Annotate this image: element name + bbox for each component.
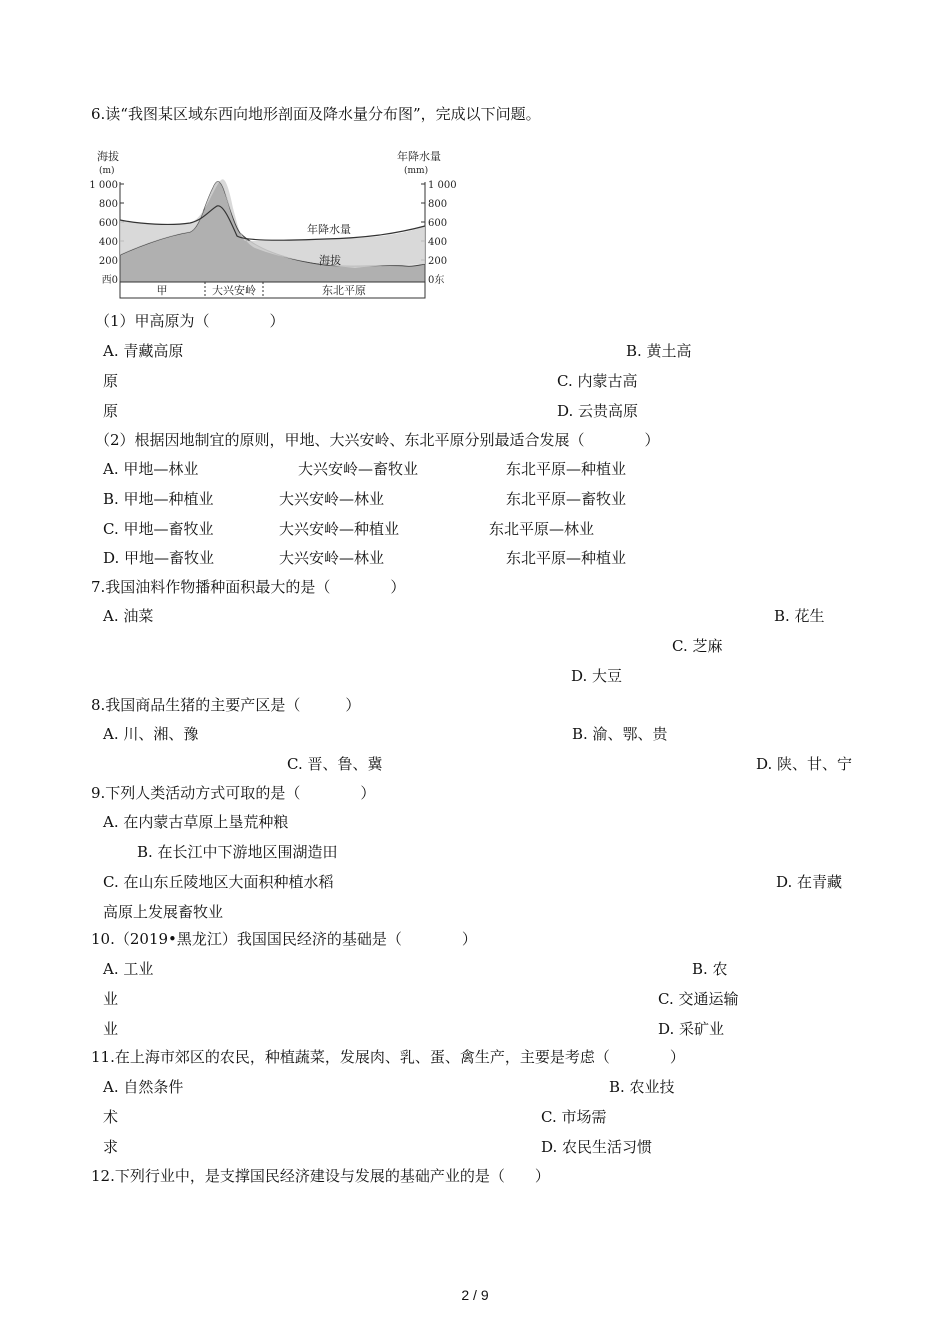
q6-2-option-b-part3: 东北平原—畜牧业 [506,490,627,508]
q11-option-d[interactable]: D. 农民生活习惯 [541,1138,653,1156]
q6-2-option-a[interactable]: A. 甲地—林业 [103,460,199,478]
elevation-label: 海拔 [319,254,341,267]
q11-option-a[interactable]: A. 自然条件 [103,1078,184,1096]
q6-2-option-a-part3: 东北平原—种植业 [506,460,627,478]
left-tick-200: 200 [98,256,118,267]
left-axis-title: 海拔 [97,150,119,163]
q6-2-option-c[interactable]: C. 甲地—畜牧业 [103,520,214,538]
q11-option-c-cont: 求 [103,1138,119,1156]
q8-option-b[interactable]: B. 渝、鄂、贵 [572,725,668,743]
q10-option-c-cont: 业 [103,1020,119,1038]
q6-2-option-c-part3: 东北平原—林业 [489,520,595,538]
q9-option-d[interactable]: D. 在青藏 [776,873,843,891]
question-9-stem: 9.下列人类活动方式可取的是（ ） [91,784,376,802]
right-axis-title: 年降水量 [397,150,441,163]
region-daxinganling: 大兴安岭 [212,284,256,297]
left-tick-600: 600 [98,218,118,229]
right-tick-400: 400 [428,237,448,248]
q7-option-a[interactable]: A. 油菜 [103,607,154,625]
right-tick-200: 200 [428,256,448,267]
question-6-2-stem: （2）根据因地制宜的原则，甲地、大兴安岭、东北平原分别最适合发展（ ） [95,431,660,449]
q6-2-option-d-part3: 东北平原—种植业 [506,549,627,567]
right-axis-unit: (mm) [404,166,429,176]
question-10-stem: 10.（2019•黑龙江）我国国民经济的基础是（ ） [91,930,477,948]
q6-1-option-a[interactable]: A. 青藏高原 [103,342,184,360]
left-tick-1000: 1 000 [89,180,118,191]
question-7-stem: 7.我国油料作物播种面积最大的是（ ） [91,578,406,596]
question-6-1-stem: （1）甲高原为（ ） [95,312,285,330]
q6-2-option-a-part2: 大兴安岭—畜牧业 [298,460,419,478]
q6-2-option-d[interactable]: D. 甲地—畜牧业 [103,549,215,567]
right-tick-600: 600 [428,218,448,229]
q8-option-c[interactable]: C. 晋、鲁、冀 [287,755,383,773]
region-northeast-plain: 东北平原 [322,284,366,297]
page-number: 2 / 9 [461,1287,489,1303]
left-tick-400: 400 [98,237,118,248]
region-jia: 甲 [156,284,168,297]
q10-option-d[interactable]: D. 采矿业 [658,1020,725,1038]
question-6-stem: 6.读“我图某区域东西向地形剖面及降水量分布图”，完成以下问题。 [91,105,541,123]
q6-2-option-b-part2: 大兴安岭—林业 [279,490,385,508]
q10-option-c[interactable]: C. 交通运输 [658,990,739,1008]
q6-2-option-b[interactable]: B. 甲地—种植业 [103,490,214,508]
question-12-stem: 12.下列行业中，是支撑国民经济建设与发展的基础产业的是（ ） [91,1167,550,1185]
east-label: 0东 [428,275,445,286]
q6-1-option-d[interactable]: D. 云贵高原 [557,402,639,420]
question-8-stem: 8.我国商品生猪的主要产区是（ ） [91,696,361,714]
left-tick-800: 800 [98,199,118,210]
q8-option-d[interactable]: D. 陕、甘、宁 [756,755,853,773]
question-11-stem: 11.在上海市郊区的农民，种植蔬菜，发展肉、乳、蛋、禽生产，主要是考虑（ ） [91,1048,685,1066]
q11-option-b[interactable]: B. 农业技 [609,1078,675,1096]
right-tick-1000: 1 000 [428,180,457,191]
q6-2-option-c-part2: 大兴安岭—种植业 [279,520,400,538]
left-axis-unit: (m) [99,166,115,176]
q9-option-c[interactable]: C. 在山东丘陵地区大面积种植水稻 [103,873,334,891]
terrain-precipitation-figure [89,148,460,300]
q11-option-c[interactable]: C. 市场需 [541,1108,607,1126]
q9-option-d-cont: 高原上发展畜牧业 [103,903,224,921]
q11-option-b-cont: 术 [103,1108,119,1126]
q9-option-a[interactable]: A. 在内蒙古草原上垦荒种粮 [103,813,289,831]
q10-option-a[interactable]: A. 工业 [103,960,154,978]
q7-option-d[interactable]: D. 大豆 [571,667,623,685]
q6-1-option-c-cont: 原 [103,402,119,420]
q7-option-b[interactable]: B. 花生 [774,607,825,625]
q6-1-option-b[interactable]: B. 黄土高 [626,342,692,360]
right-tick-800: 800 [428,199,448,210]
q6-2-option-d-part2: 大兴安岭—林业 [279,549,385,567]
q10-option-b-cont: 业 [103,990,119,1008]
west-label: 西0 [101,275,118,286]
q6-1-option-c[interactable]: C. 内蒙古高 [557,372,638,390]
precipitation-label: 年降水量 [307,223,351,236]
q8-option-a[interactable]: A. 川、湘、豫 [103,725,199,743]
q6-1-option-b-cont: 原 [103,372,119,390]
q9-option-b[interactable]: B. 在长江中下游地区围湖造田 [137,843,338,861]
q7-option-c[interactable]: C. 芝麻 [672,637,723,655]
q10-option-b[interactable]: B. 农 [692,960,728,978]
